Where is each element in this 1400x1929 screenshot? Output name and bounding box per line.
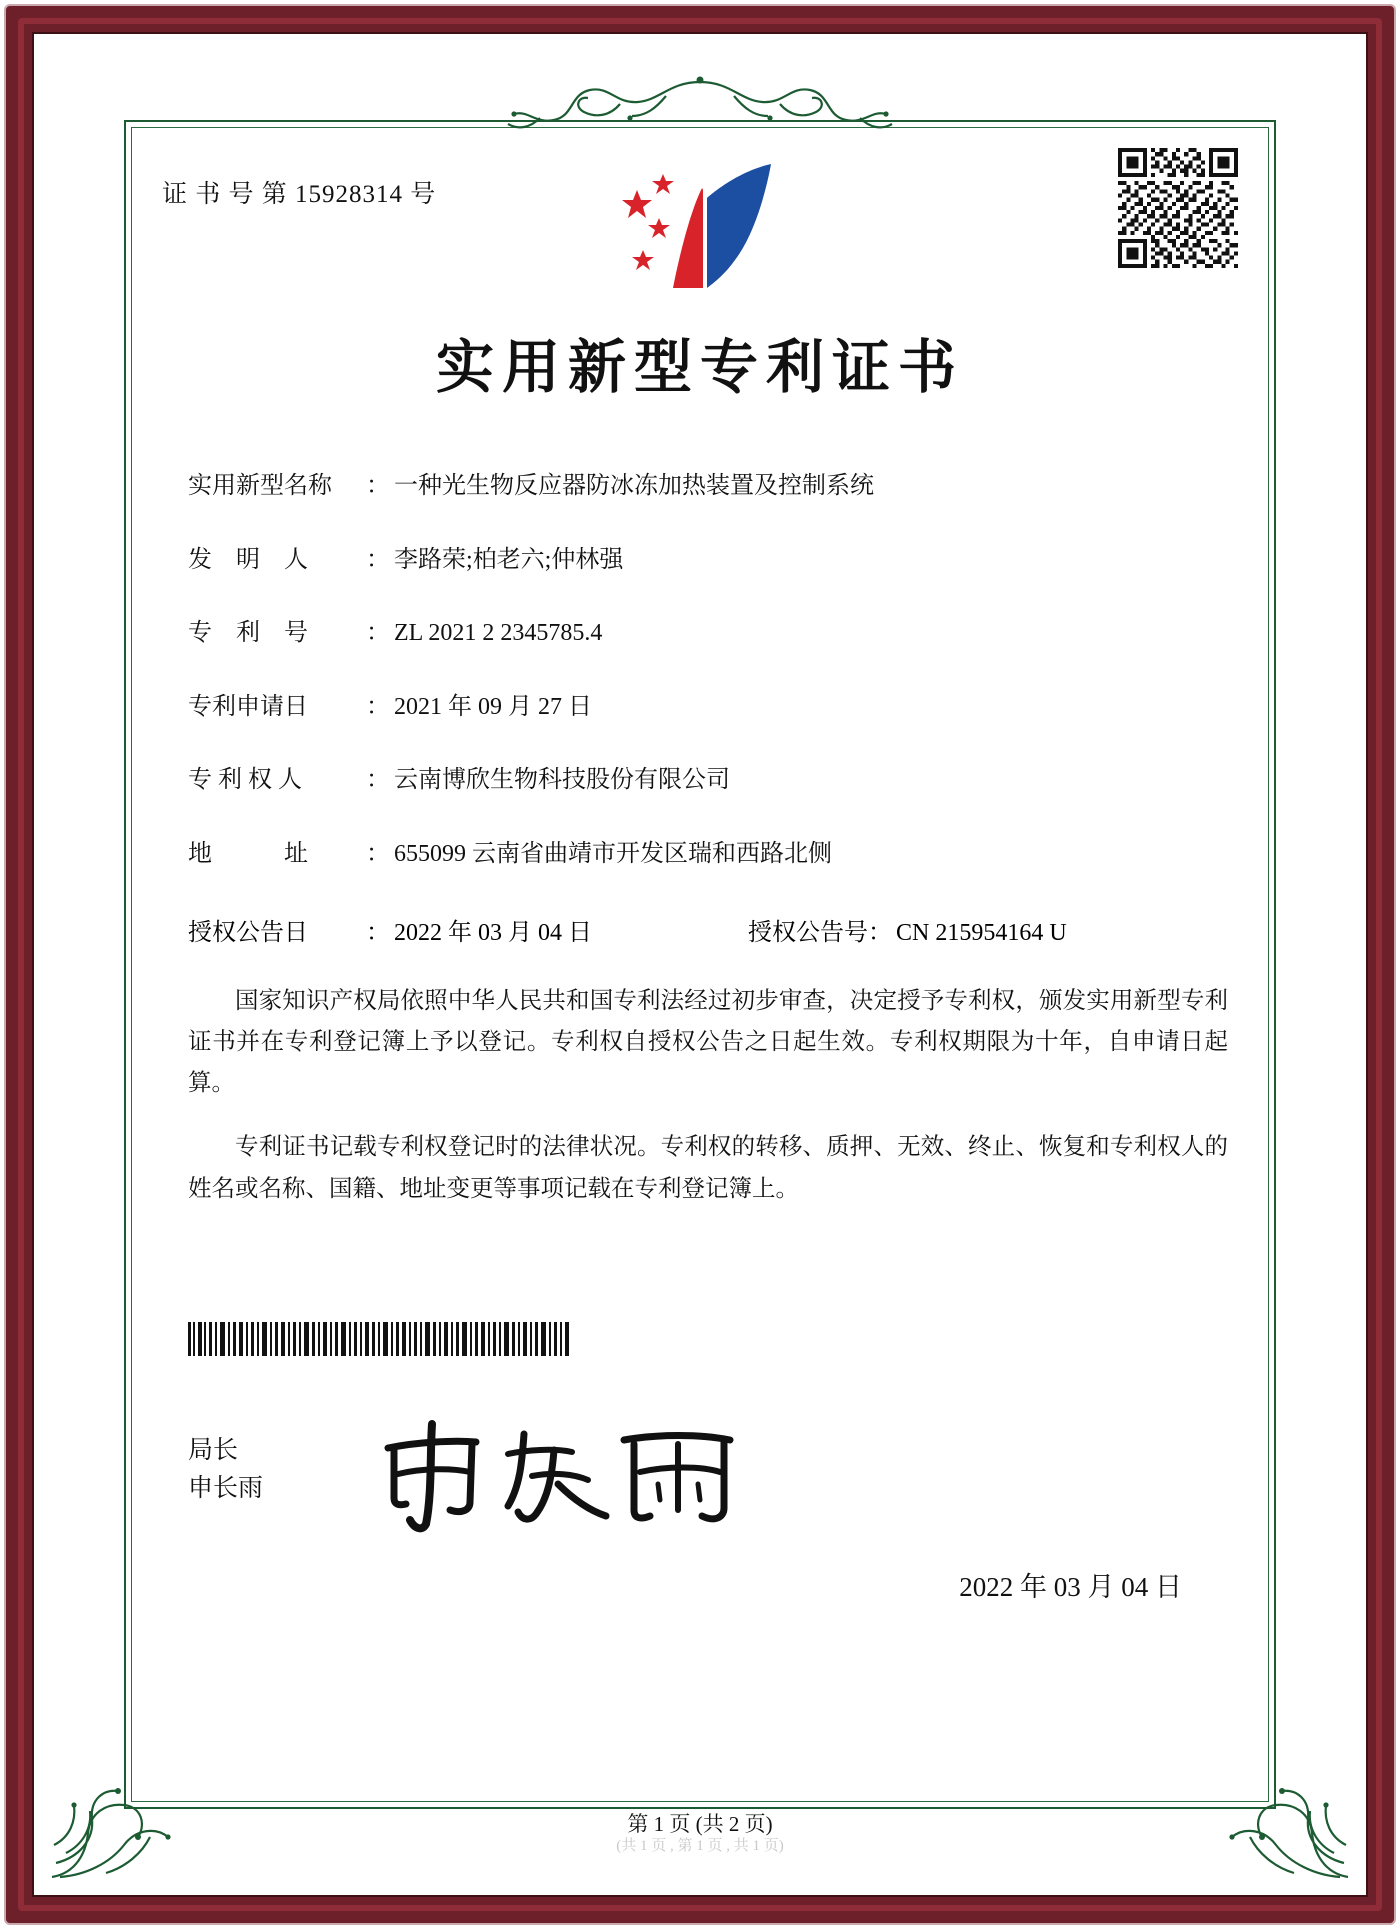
value-address: 655099 云南省曲靖市开发区瑞和西路北侧: [394, 840, 832, 867]
legal-paragraph-2: 专利证书记载专利权登记时的法律状况。专利权的转移、质押、无效、终止、恢复和专利权人的姓名或名称、国籍、地址变更等事项记载在专利登记簿上。: [188, 1134, 1228, 1202]
header-row: [162, 148, 1238, 268]
value-patent-number: ZL 2021 2 2345785.4: [394, 620, 603, 647]
page-number-ghost: (共 1 页 , 第 1 页 , 共 1 页): [616, 1838, 784, 1854]
value-patentee: 云南博欣生物科技股份有限公司: [394, 767, 730, 794]
page-title: 实用新型专利证书: [435, 333, 964, 401]
issue-date: 2022 年 03 月 04 日: [959, 1571, 1182, 1602]
certificate-content: [92, 88, 1308, 1854]
colon-4: ：: [366, 767, 390, 794]
colon-1: ：: [366, 546, 390, 573]
handwritten-signature: [358, 1410, 1238, 1539]
field-utility-model-name: [188, 470, 1238, 504]
label-patent-number: 专 利 号: [188, 620, 308, 647]
barcode: [188, 1322, 608, 1356]
page-footer: [92, 1808, 1308, 1855]
value-grant-number: CN 215954164 U: [896, 919, 1067, 946]
label-inventors: 发 明 人: [188, 546, 308, 573]
outer-frame: [6, 6, 1394, 1923]
label-patentee: 专 利 权 人: [188, 767, 302, 794]
qr-code: [1118, 148, 1238, 268]
signature-area: [188, 1410, 1238, 1539]
colon-5: ：: [366, 840, 390, 867]
signature-icon: [358, 1414, 778, 1534]
legal-text: [162, 981, 1238, 1210]
field-application-date: [188, 691, 1238, 725]
label-utility-model-name: 实用新型名称: [188, 473, 332, 499]
director-name: 申长雨: [188, 1475, 264, 1503]
value-grant-date: 2022 年 03 月 04 日: [394, 919, 592, 946]
value-utility-model-name: 一种光生物反应器防冰冻加热装置及控制系统: [394, 473, 874, 499]
director-title: 局长: [188, 1436, 239, 1464]
colon-grant-number: ：: [868, 919, 892, 946]
value-application-date: 2021 年 09 月 27 日: [394, 693, 592, 720]
field-grant-row: [188, 912, 1238, 947]
signature-labels: [188, 1410, 358, 1510]
page-number: 第 1 页 (共 2 页): [627, 1812, 773, 1836]
label-application-date: 专利申请日: [188, 693, 308, 720]
fields-list: [162, 470, 1238, 947]
label-grant-date: 授权公告日: [188, 919, 308, 946]
colon-3: ：: [366, 693, 390, 720]
field-grant-number: [748, 912, 1067, 947]
label-grant-number: 授权公告号: [748, 919, 868, 946]
field-grant-date: [188, 912, 748, 947]
colon-grant-date: ：: [366, 919, 390, 946]
value-inventors: 李路荣;柏老六;仲林强: [394, 546, 624, 573]
label-address: 地 址: [188, 840, 308, 867]
field-inventors: [188, 544, 1238, 578]
field-address: [188, 838, 1238, 872]
legal-paragraph-1: 国家知识产权局依照中华人民共和国专利法经过初步审查，决定授予专利权，颁发实用新型专利证书并在专利登记簿上予以登记。专利权自授权公告之日起生效。专利权期限为十年，自申请日起算。: [188, 987, 1228, 1096]
field-patent-number: [188, 617, 1238, 651]
colon-0: ：: [366, 473, 390, 499]
field-patentee: [188, 764, 1238, 798]
certificate-number: 证 书 号 第 15928314 号: [162, 181, 437, 208]
colon-2: ：: [366, 620, 390, 647]
